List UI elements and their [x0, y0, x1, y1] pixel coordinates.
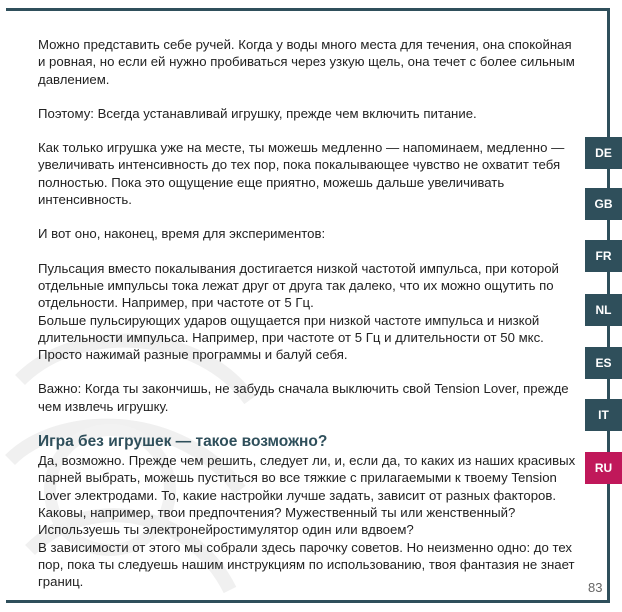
paragraph: Как только игрушка уже на месте, ты можешь медленно — напоминаем, медленно — увеличивать интенсивность до тех пор, пока покалывающее чувство не охватит тебя полностью. Пока это ощущение еще приятно, можешь дальше увеличивать интенсивность. — [38, 140, 565, 208]
section-heading: Игра без игрушек — такое возможно? — [38, 433, 328, 451]
paragraph: Пульсация вместо покалывания достигается низкой частотой импульса, при которой отдельные импульсы тока лежат друг от друга так далеко, что их можно ощутить по отдельности. Например, при частоте от 5 Гц. — [38, 260, 559, 311]
paragraph: Больше пульсирующих ударов ощущается при низкой частоте импульса и низкой длительности импульса. Например, при частоте от 5 Гц и длительности от 50 мкс. Просто нажимай разные программы и балуй себя. — [38, 312, 544, 363]
paragraph: Можно представить себе ручей. Когда у воды много места для течения, она спокойная и ровная, но если ей нужно пробиваться через узкую щель, она течет с более сильным давлением. — [38, 37, 575, 87]
main-text — [38, 36, 578, 590]
tab-ru[interactable]: RU — [585, 452, 622, 484]
page-number: 83 — [588, 580, 603, 595]
tab-de[interactable]: DE — [585, 137, 622, 169]
paragraph: Важно: Когда ты закончишь, не забудь сначала выключить свой Tension Lover, прежде чем извлечь игрушку. — [38, 381, 569, 414]
paragraph: Поэтому: Всегда устанавливай игрушку, прежде чем включить питание. — [38, 105, 477, 121]
tab-fr[interactable]: FR — [585, 240, 622, 272]
tab-es[interactable]: ES — [585, 347, 622, 379]
tab-nl[interactable]: NL — [585, 294, 622, 326]
paragraph: И вот оно, наконец, время для экспериментов: — [38, 226, 326, 242]
tab-it[interactable]: IT — [585, 399, 622, 431]
paragraph: Да, возможно. Прежде чем решить, следует ли, и, если да, то каких из наших красивых парней выбрать, можешь пуститься во все тяжкие с прилагаемыми к твоему Tension Lover электродами. То, какие настройки лучше задать, зависит от разных факторов. Каковы, например, твои предпочтения? Мужественный ты или женственный? Используешь ты электронейростимулятор один или вдвоем? — [38, 453, 576, 538]
tab-gb[interactable]: GB — [585, 188, 622, 220]
paragraph: В зависимости от этого мы собрали здесь парочку советов. Но неизменно одно: до тех пор, пока ты следуешь нашим инструкциям по использованию, твоя фантазия не знает границ. — [38, 539, 575, 590]
